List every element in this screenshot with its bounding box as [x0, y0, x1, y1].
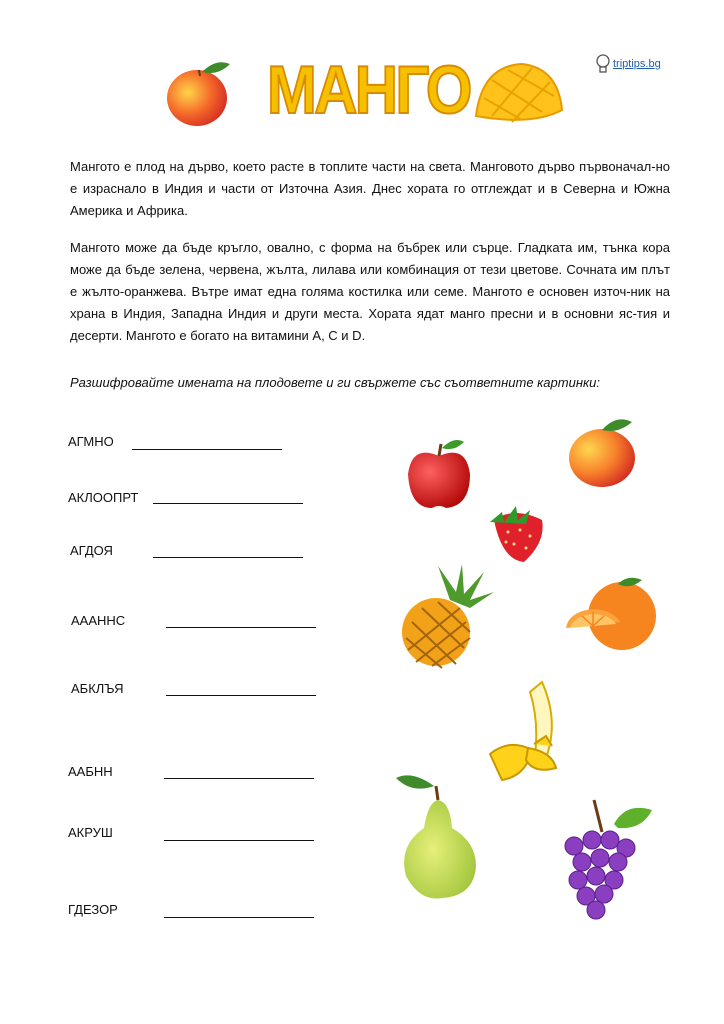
answer-blank-8[interactable]	[164, 917, 314, 918]
page-title: МАНГО	[267, 52, 470, 128]
word-8: ГДЕЗОР	[68, 902, 118, 917]
word-7: АКРУШ	[68, 825, 113, 840]
answer-blank-1[interactable]	[132, 449, 282, 450]
exercise-instruction: Разшифровайте имената на плодовете и ги свържете със съответните картинки:	[70, 375, 600, 390]
answer-blank-3[interactable]	[153, 557, 303, 558]
word-2: АКЛООПРТ	[68, 490, 139, 505]
word-5: АБКЛЪЯ	[71, 681, 124, 696]
pear-icon[interactable]	[392, 772, 484, 907]
grapes-icon[interactable]	[556, 796, 660, 931]
answer-blank-5[interactable]	[166, 695, 316, 696]
brand-text: triptips.bg	[613, 58, 661, 70]
orange-icon[interactable]	[562, 572, 658, 659]
answer-blank-2[interactable]	[153, 503, 303, 504]
lightbulb-icon	[596, 54, 610, 74]
word-3: АГДОЯ	[70, 543, 113, 558]
strawberry-icon[interactable]	[484, 502, 550, 571]
intro-paragraph-2: Мангото може да бъде кръгло, овално, с форма на бъбрек или сърце. Гладката им, тънка кора може да бъде зелена, червена, жълта, лилава или комбинация от тези цветове. Сочната им плът е жълто-оранжева. Вътре имат една голяма костилка или семе. Мангото е основен източ-ник на храна в Индия, Западна Индия и други места. Хората ядат манго пресни и в основни яс-тия и десерти. Мангото е богато на витамини А, С и D.	[70, 240, 670, 343]
word-1: АГМНО	[68, 434, 114, 449]
banana-icon[interactable]	[486, 678, 560, 789]
mango-icon[interactable]	[566, 416, 638, 495]
answer-blank-4[interactable]	[166, 627, 316, 628]
apple-icon[interactable]	[402, 436, 476, 517]
mango-slice-icon	[472, 60, 564, 131]
answer-blank-7[interactable]	[164, 840, 314, 841]
mango-logo-icon	[164, 56, 234, 133]
answer-blank-6[interactable]	[164, 778, 314, 779]
brand-link[interactable]	[596, 54, 661, 74]
word-6: ААБНН	[68, 764, 113, 779]
word-4: АААННС	[71, 613, 126, 628]
pineapple-icon[interactable]	[398, 562, 496, 673]
intro-paragraph-1: Мангото е плод на дърво, което расте в топлите части на света. Манговото дърво първоначал-но е израснало в Индия и части от Източна Азия. Днес хората го отглеждат и в Северна и Южна Америка и Африка.	[70, 159, 670, 218]
